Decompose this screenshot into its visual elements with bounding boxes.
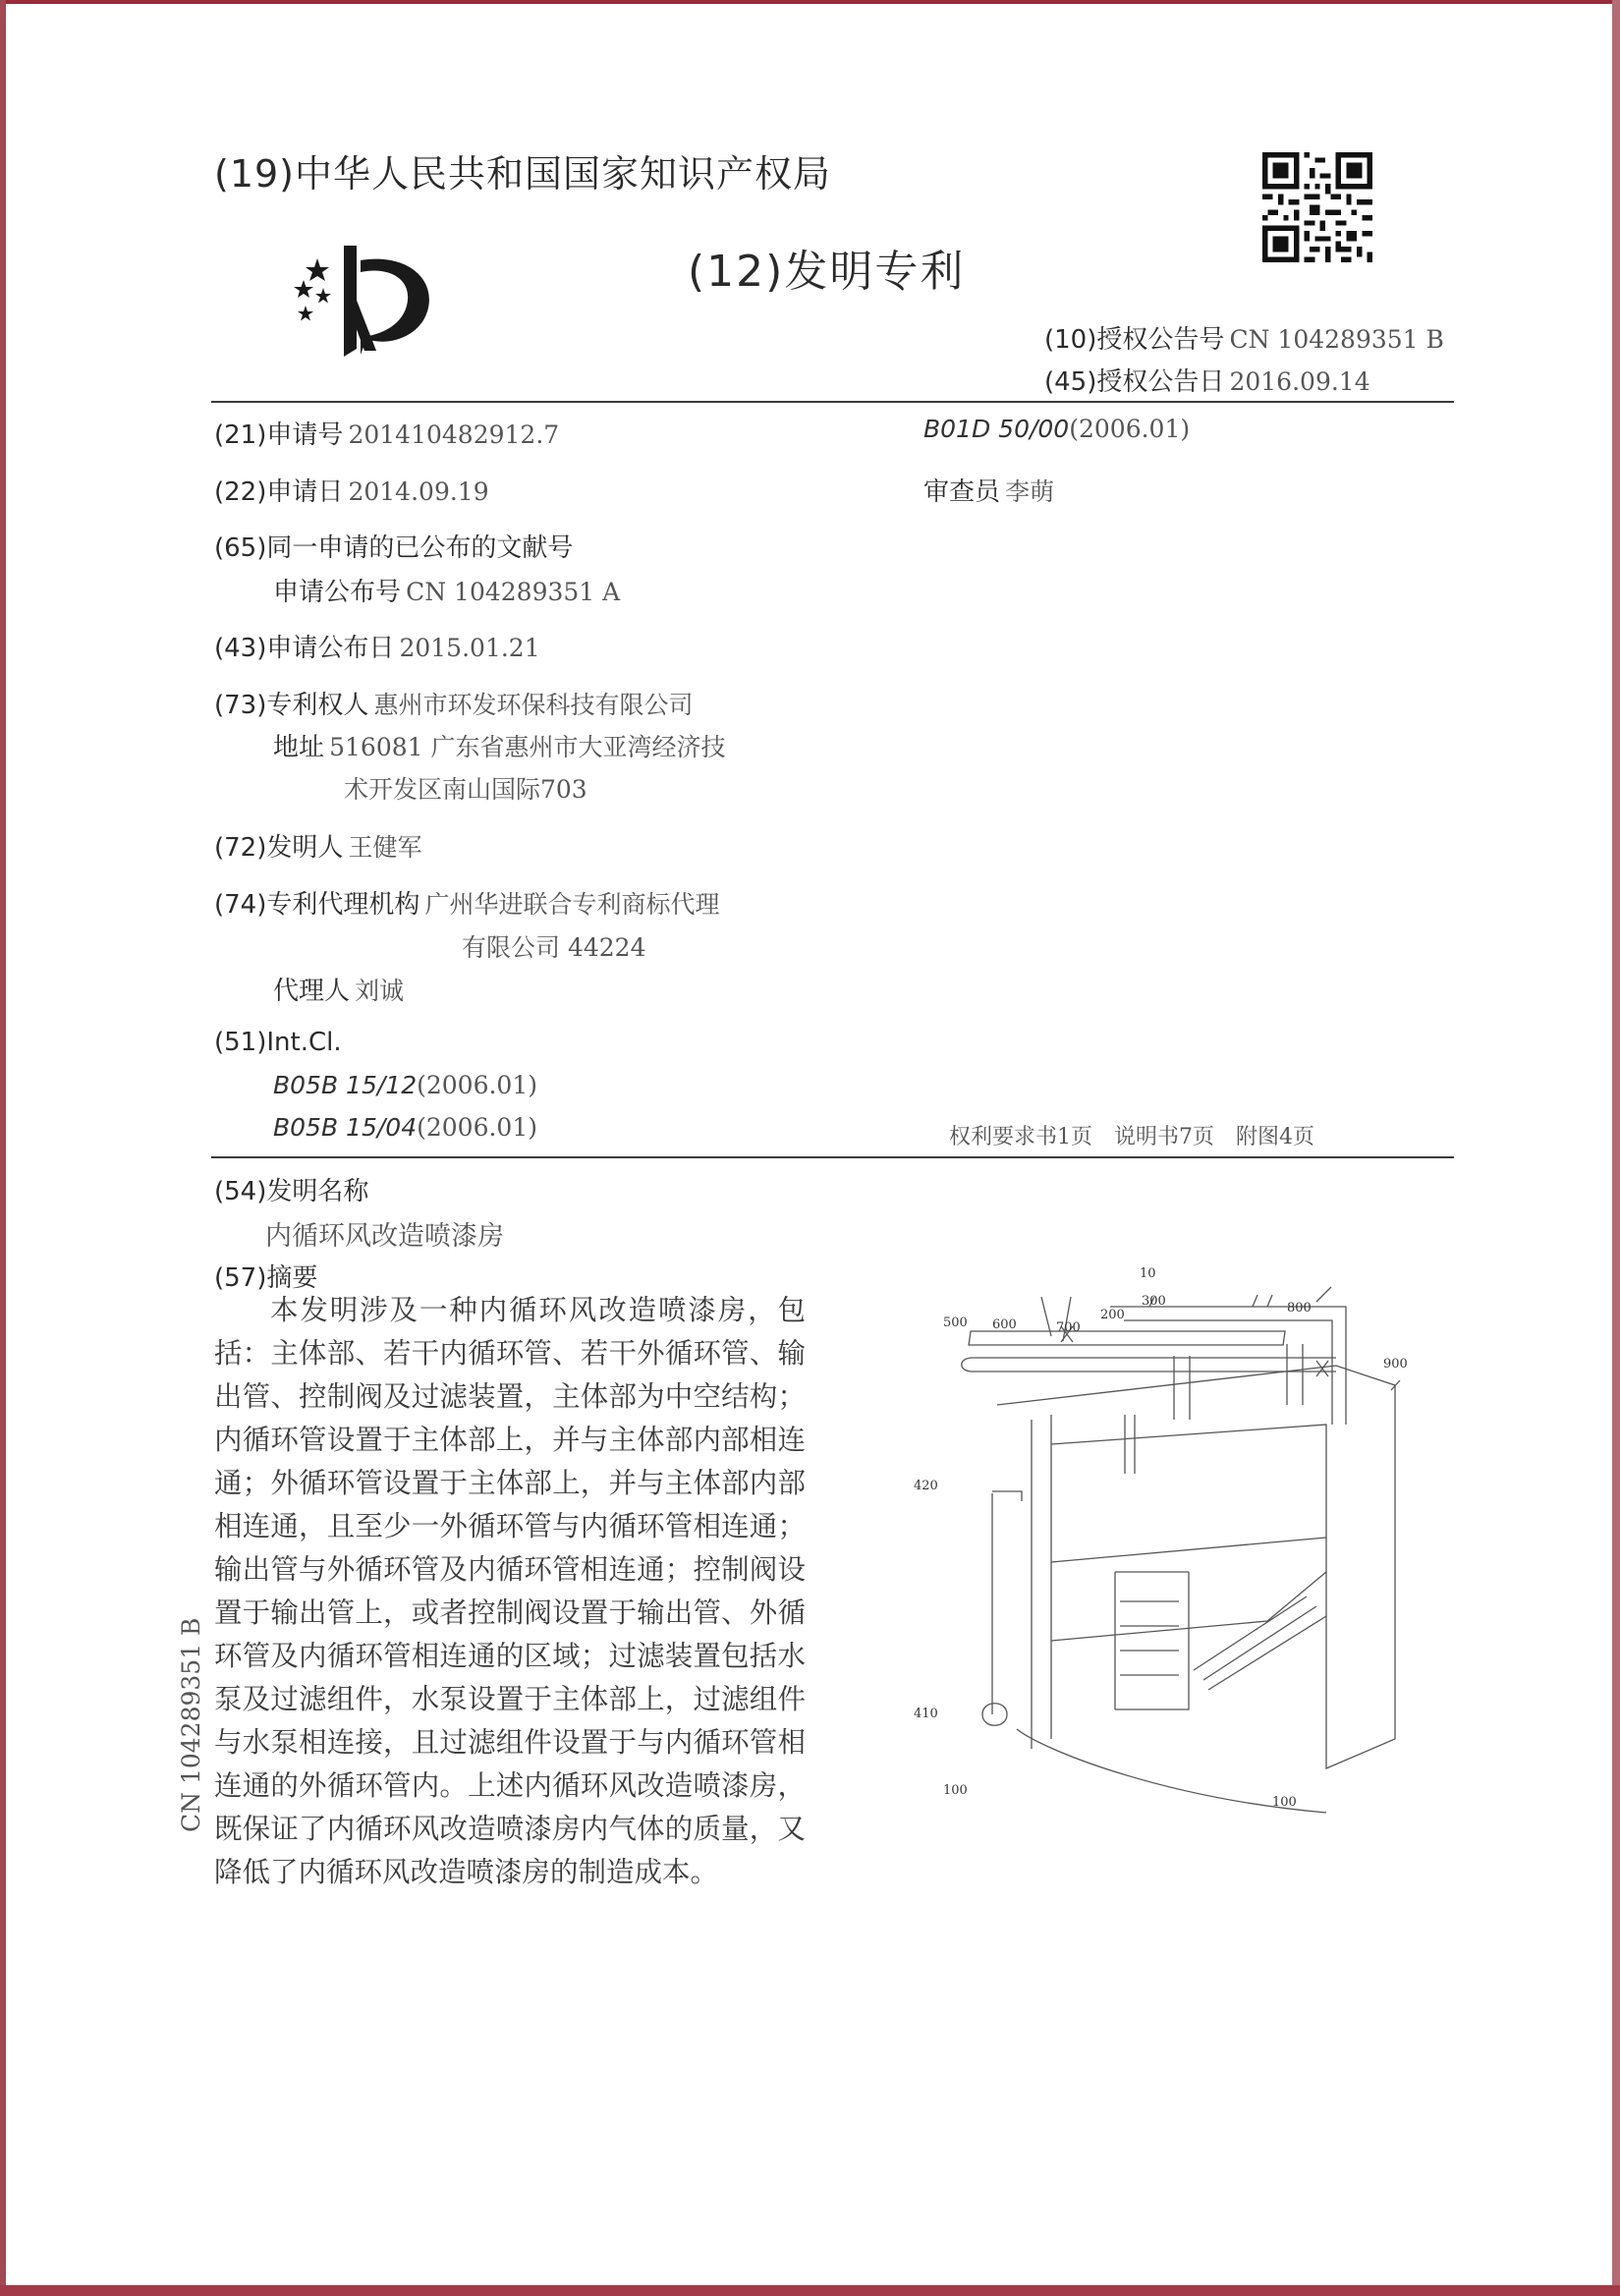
agency-line-2: 有限公司 44224 [462, 933, 646, 962]
fig-label-100-right: 100 [1272, 1795, 1297, 1810]
fig-label-500: 500 [943, 1316, 968, 1330]
grant-number: CN 104289351 B [1229, 325, 1444, 354]
right-classification-line [923, 415, 1190, 443]
inventor-line [214, 827, 421, 864]
publication-date-line [214, 628, 540, 664]
title-label: (54)发明名称 [214, 1177, 369, 1206]
address-label: 地址 [273, 733, 325, 762]
abstract-text-block [214, 1289, 806, 1894]
fig-label-420: 420 [914, 1479, 938, 1493]
publication-number-line [273, 572, 620, 608]
fig-label-600: 600 [992, 1317, 1017, 1332]
examiner: 李萌 [1005, 477, 1055, 506]
grant-number-line [1044, 319, 1444, 356]
application-date-label: (22)申请日 [214, 477, 344, 507]
int-cl-line-2 [273, 1113, 537, 1142]
fig-label-900: 900 [1383, 1357, 1408, 1372]
address-line-2: 术开发区南山国际703 [344, 775, 587, 804]
patent-drawing-figure [914, 1248, 1424, 1837]
grant-date-line [1044, 362, 1370, 398]
application-number-line [214, 415, 559, 451]
publication-date: 2015.01.21 [399, 634, 540, 662]
patent-office-name: (19)中华人民共和国国家知识产权局 [214, 152, 832, 196]
page-counts: 权利要求书1页 说明书7页 附图4页 [949, 1125, 1314, 1149]
address-line [273, 727, 726, 763]
agency-line [214, 884, 719, 921]
fig-label-100-left: 100 [943, 1783, 968, 1798]
int-cl-label: (51)Int.Cl. [214, 1028, 342, 1057]
int-cl-code-1: B05B 15/12 [273, 1071, 418, 1099]
int-cl-line-1 [273, 1071, 537, 1099]
agent: 刘诚 [355, 977, 405, 1005]
agency-line-1: 广州华进联合专利商标代理 [424, 890, 720, 919]
int-cl-version-2: (2006.01) [417, 1113, 537, 1142]
abstract-text: 本发明涉及一种内循环风改造喷漆房，包括：主体部、若干内循环管、若干外循环管、输出管、控制阀及过滤装置，主体部为中空结构；内循环管设置于主体部上，并与主体部内部相连通；外循环管设置于主体部上，并与主体部内部相连通，且至少一外循环管与内循环管相连通；输出管与外循环管及内循环管相连通；控制阀设置于输出管上，或者控制阀设置于输出管、外循环管及内循环管相连通的区域；过滤装置包括水泵及过滤组件，水泵设置于主体部上，过滤组件与水泵相连接，且过滤组件设置于与内循环管相连通的外循环管内。上述内循环风改造喷漆房，既保证了内循环风改造喷漆房内气体的质量，又降低了内循环风改造喷漆房的制造成本。 [214, 1294, 806, 1888]
fig-label-410: 410 [914, 1707, 938, 1721]
patentee-label: (73)专利权人 [214, 691, 369, 720]
cnipa-logo-icon [290, 241, 447, 359]
int-cl-version-1: (2006.01) [417, 1071, 537, 1099]
patentee-line [214, 685, 693, 721]
scan-edge-bottom [0, 2285, 1620, 2296]
application-number-label: (21)申请号 [214, 420, 344, 450]
grant-date-label: (45)授权公告日 [1044, 367, 1225, 397]
agent-line [273, 971, 404, 1007]
header-divider [211, 401, 1454, 403]
grant-date: 2016.09.14 [1229, 367, 1370, 396]
right-classification-version: (2006.01) [1069, 415, 1191, 443]
publication-number-label: 申请公布号 [273, 578, 402, 607]
invention-title: 内循环风改造喷漆房 [265, 1221, 504, 1252]
inventor: 王健军 [348, 833, 422, 862]
examiner-label: 审查员 [923, 477, 1001, 507]
patentee: 惠州市环发环保科技有限公司 [373, 691, 694, 719]
scan-edge-left [0, 0, 6, 2296]
publication-number: CN 104289351 A [406, 578, 621, 606]
agency-label: (74)专利代理机构 [214, 890, 420, 920]
examiner-line [923, 472, 1054, 508]
patent-type-title: (12)发明专利 [688, 247, 966, 297]
biblio-divider [211, 1156, 1454, 1158]
application-date-line [214, 472, 489, 508]
address-line-1: 516081 广东省惠州市大亚湾经济技 [329, 733, 726, 761]
right-classification-code: B01D 50/00 [923, 415, 1070, 443]
fig-label-300: 300 [1142, 1294, 1166, 1309]
fig-label-200: 200 [1100, 1308, 1125, 1322]
prior-publication-label: (65)同一申请的已公布的文献号 [214, 533, 574, 563]
publication-date-label: (43)申请公布日 [214, 634, 395, 663]
grant-number-label: (10)授权公告号 [1044, 325, 1225, 355]
application-number: 201410482912.7 [348, 420, 560, 449]
abstract-label: (57)摘要 [214, 1263, 318, 1293]
fig-label-10: 10 [1140, 1266, 1156, 1281]
fig-label-800: 800 [1287, 1301, 1312, 1316]
fig-label-700: 700 [1056, 1320, 1081, 1335]
int-cl-code-2: B05B 15/04 [273, 1113, 418, 1142]
application-date: 2014.09.19 [348, 477, 489, 506]
side-document-number: CN 104289351 B [177, 1617, 205, 1832]
agent-label: 代理人 [273, 977, 351, 1006]
scan-edge-top [0, 0, 1620, 4]
qr-code-icon [1262, 152, 1372, 262]
scan-edge-right [1612, 0, 1620, 2296]
inventor-label: (72)发明人 [214, 833, 344, 863]
